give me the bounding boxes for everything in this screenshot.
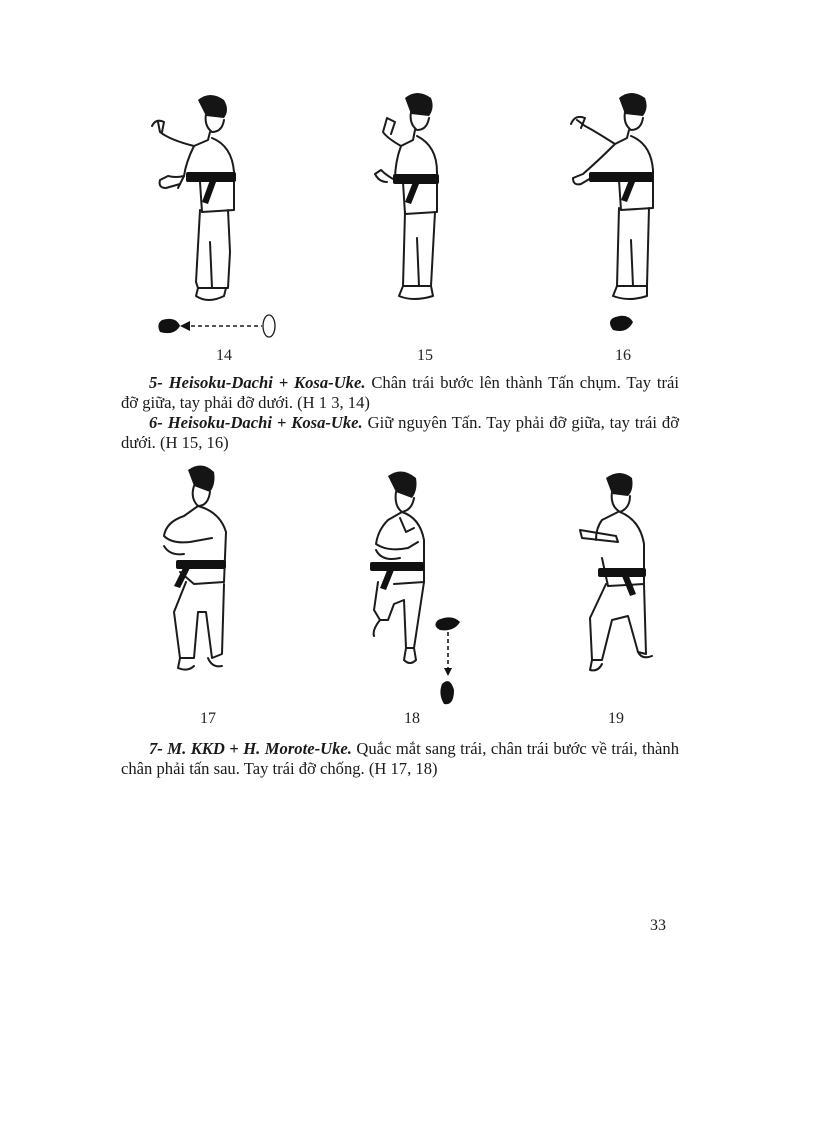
karate-stance-illustration <box>365 88 465 348</box>
step-text: Chân trái bước lên thành Tấn chụm. Tay trái đỡ giữa, tay phải đỡ dưới. (H 1 3, 14) <box>121 373 679 412</box>
karate-stance-illustration <box>563 90 673 350</box>
step-text: Quắc mắt sang trái, chân trái bước về trái, thành chân phải tấn sau. Tay trái đỡ chống. (H 17, 18) <box>121 739 679 778</box>
figure-15 <box>365 88 465 364</box>
figure-19 <box>572 468 672 727</box>
karate-stance-illustration <box>572 468 672 713</box>
step-text: Giữ nguyên Tấn. Tay phải đỡ giữa, tay trái đỡ dưới. (H 15, 16) <box>121 413 679 452</box>
figure-14 <box>150 92 280 364</box>
page-number: 33 <box>650 917 666 934</box>
paragraph-step-6 <box>121 413 679 453</box>
figure-label: 19 <box>608 710 624 727</box>
figure-label: 17 <box>200 710 216 727</box>
step-title: 6- Heisoku-Dachi + Kosa-Uke. <box>149 413 363 432</box>
karate-stance-illustration <box>358 470 478 715</box>
karate-stance-illustration <box>150 92 280 352</box>
paragraph-step-7 <box>121 739 679 779</box>
step-title: 5- Heisoku-Dachi + Kosa-Uke. <box>149 373 366 392</box>
figure-label: 18 <box>404 710 420 727</box>
figure-label: 15 <box>417 347 433 364</box>
paragraph-step-5 <box>121 373 679 413</box>
figure-16 <box>563 90 673 364</box>
figure-17 <box>150 462 250 727</box>
figure-label: 14 <box>216 347 232 364</box>
figure-18 <box>358 470 478 727</box>
karate-stance-illustration <box>150 462 250 712</box>
figure-label: 16 <box>615 347 631 364</box>
step-title: 7- M. KKD + H. Morote-Uke. <box>149 739 352 758</box>
